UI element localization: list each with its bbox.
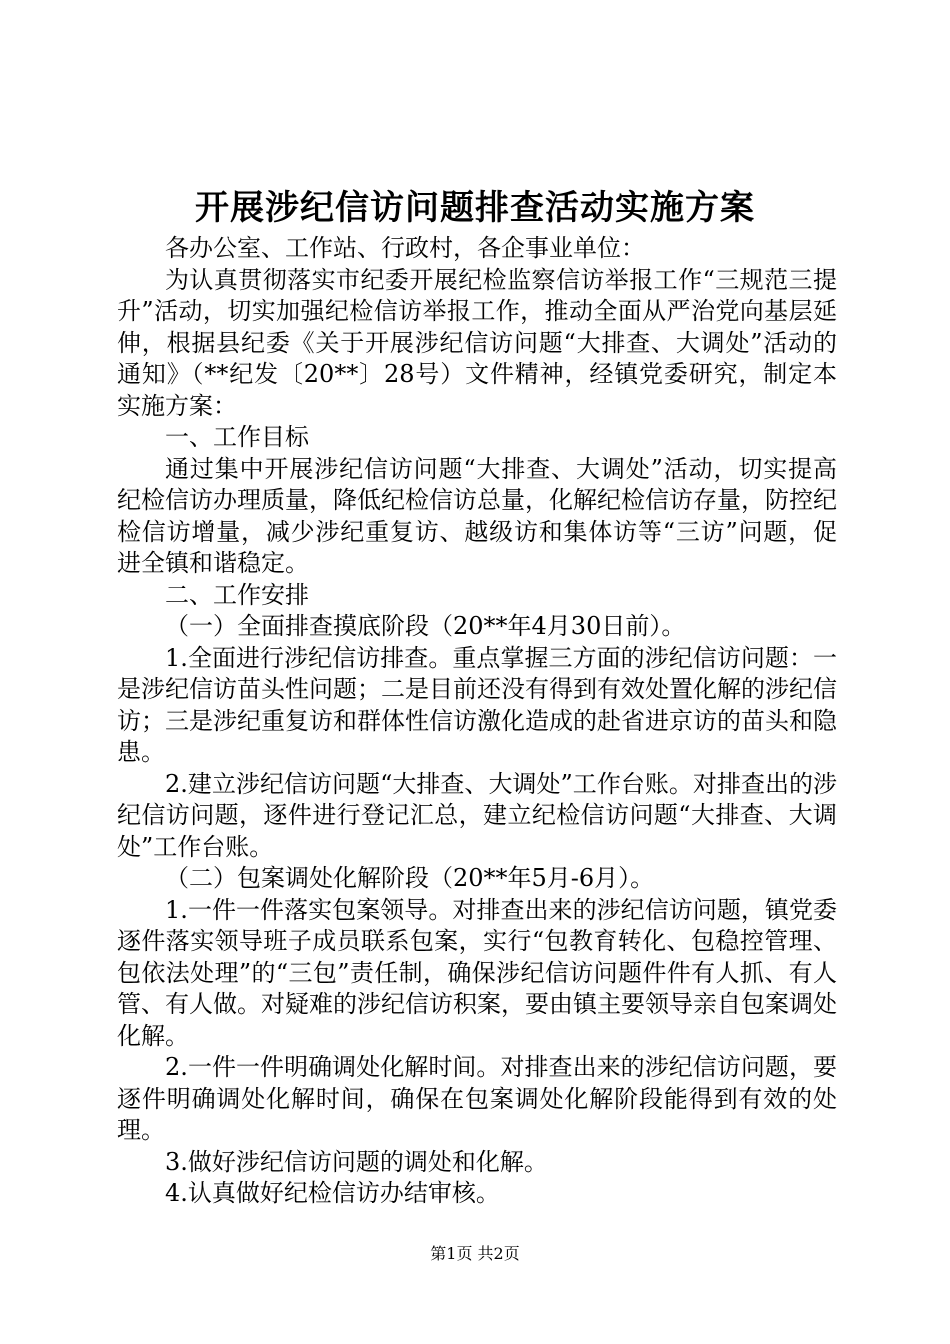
resolution-item-2: 2.一件一件明确调处化解时间。对排查出来的涉纪信访问题，要逐件明确调处化解时间，确保在包案调处化解阶段能得到有效的处理。 [117, 1053, 837, 1144]
subsection-heading-resolution: （二）包案调处化解阶段（20**年5月-6月）。 [165, 864, 655, 892]
section-heading-arrangements: 二、工作安排 [165, 580, 309, 609]
resolution-item-3: 3.做好涉纪信访问题的调处和化解。 [165, 1147, 548, 1176]
subsection-heading-investigation: （一）全面排查摸底阶段（20**年4月30日前）。 [165, 612, 686, 640]
document-body [117, 233, 837, 1210]
resolution-item-1: 1.一件一件落实包案领导。对排查出来的涉纪信访问题，镇党委逐件落实领导班子成员联系包案，实行“包教育转化、包稳控管理、包依法处理”的“三包”责任制，确保涉纪信访问题件件有人抓、有人管、有人做。对疑难的涉纪信访积案，要由镇主要领导亲自包案调处化解。 [117, 895, 837, 1050]
investigation-item-1: 1.全面进行涉纪信访排查。重点掌握三方面的涉纪信访问题：一是涉纪信访苗头性问题；二是目前还没有得到有效处置化解的涉纪信访；三是涉纪重复访和群体性信访激化造成的赴省进京访的苗头和隐患。 [117, 643, 837, 766]
page-number-footer: 第1页 共2页 [430, 1244, 520, 1263]
resolution-item-4: 4.认真做好纪检信访办结审核。 [165, 1179, 500, 1207]
investigation-item-2: 2.建立涉纪信访问题“大排查、大调处”工作台账。对排查出的涉纪信访问题，逐件进行登记汇总，建立纪检信访问题“大排查、大调处”工作台账。 [117, 769, 837, 861]
salutation-paragraph: 各办公室、工作站、行政村，各企事业单位： [165, 234, 645, 262]
document-title: 开展涉纪信访问题排查活动实施方案 [195, 188, 755, 228]
intro-paragraph: 为认真贯彻落实市纪委开展纪检监察信访举报工作“三规范三提升”活动，切实加强纪检信访举报工作，推动全面从严治党向基层延伸，根据县纪委《关于开展涉纪信访问题“大排查、大调处”活动的通知》（**纪发〔20**〕28号）文件精神，经镇党委研究，制定本实施方案： [117, 265, 837, 420]
section-heading-goals: 一、工作目标 [165, 423, 309, 451]
goals-paragraph: 通过集中开展涉纪信访问题“大排查、大调处”活动，切实提高纪检信访办理质量，降低纪检信访总量，化解纪检信访存量，防控纪检信访增量，减少涉纪重复访、越级访和集体访等“三访”问题，促进全镇和谐稳定。 [117, 454, 837, 577]
